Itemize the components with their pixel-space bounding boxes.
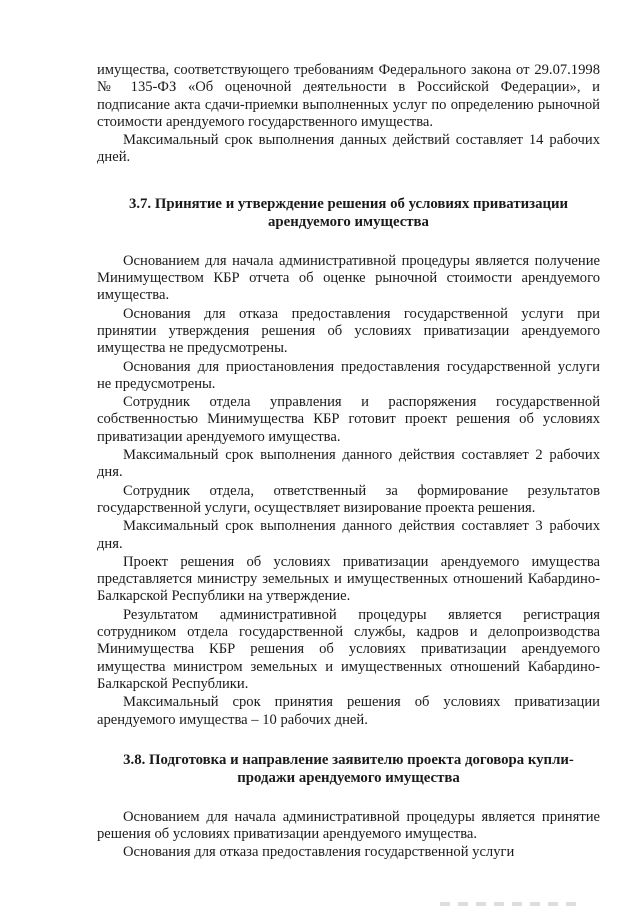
paragraph: Основания для отказа предоставления государственной услуги при принятии утверждения решения об условиях приватизации арендуемого имущества не предусмотрены. — [97, 305, 600, 357]
section-heading-3-8: 3.8. Подготовка и направление заявителю проекта договора купли-продажи арендуемого имущества — [123, 751, 574, 786]
paragraph: Основания для приостановления предоставления государственной услуги не предусмотрены. — [97, 358, 600, 392]
paragraph: Максимальный срок принятия решения об условиях приватизации арендуемого имущества – 10 рабочих дней. — [97, 694, 600, 728]
paragraph: Сотрудник отдела управления и распоряжения государственной собственностью Минимущества КБР готовит проект решения об условиях приватизации арендуемого имущества. — [97, 394, 600, 445]
paragraph: Основанием для начала административной процедуры является получение Минимуществом КБР отчета об оценке рыночной стоимости арендуемого имущества. — [97, 252, 600, 304]
paragraph: Проект решения об условиях приватизации арендуемого имущества представляется министру земельных и имущественных отношений Кабардино-Балкарской Республики на утверждение. — [97, 553, 600, 605]
section-heading-3-7: 3.7. Принятие и утверждение решения об условиях приватизации арендуемого имущества — [128, 195, 569, 230]
scan-artifact — [440, 902, 580, 906]
paragraph: Основанием для начала административной процедуры является принятие решения об условиях приватизации арендуемого имущества. — [97, 808, 600, 843]
paragraph: Максимальный срок выполнения данного действия составляет 2 рабочих дня. — [97, 447, 600, 481]
paragraph: Сотрудник отдела, ответственный за формирование результатов государственной услуги, осуществляет визирование проекта решения. — [97, 482, 600, 516]
paragraph: имущества, соответствующего требованиям Федерального закона от 29.07.1998 № 135-ФЗ «Об оценочной деятельности в Российской Федерации», и подписание акта сдачи-приемки выполненных услуг по определению рыночной стоимости арендуемого государственного имущества. — [97, 62, 600, 130]
paragraph: Максимальный срок выполнения данных действий составляет 14 рабочих дней. — [97, 132, 600, 166]
paragraph: Максимальный срок выполнения данного действия составляет 3 рабочих дня. — [97, 518, 600, 552]
paragraph: Результатом административной процедуры является регистрация сотрудником отдела государственной службы, кадров и делопроизводства Минимущества КБР решения об условиях приватизации арендуемого имущества министром земельных и имущественных отношений Кабардино-Балкарской Республики. — [97, 606, 600, 692]
paragraph: Основания для отказа предоставления государственной услуги — [123, 844, 515, 861]
